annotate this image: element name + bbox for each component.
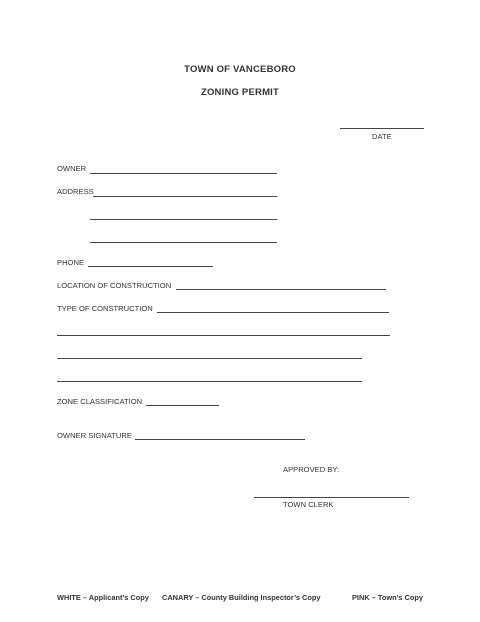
- canary-copy-note: CANARY – County Building Inspector’s Copy: [162, 593, 321, 602]
- white-copy-note: WHITE – Applicant’s Copy: [57, 593, 149, 602]
- phone-line[interactable]: [88, 266, 213, 267]
- signature-line[interactable]: [135, 439, 305, 440]
- address-line-2[interactable]: [90, 219, 277, 220]
- date-line[interactable]: [340, 128, 424, 129]
- owner-label: OWNER: [57, 164, 87, 173]
- type-line-2[interactable]: [57, 335, 390, 336]
- type-label: TYPE OF CONSTRUCTION: [57, 304, 153, 313]
- town-clerk-label: TOWN CLERK: [283, 500, 334, 509]
- town-heading: TOWN OF VANCEBORO: [184, 64, 296, 75]
- type-line-4[interactable]: [57, 381, 362, 382]
- location-label: LOCATION OF CONSTRUCTION: [57, 281, 172, 290]
- address-line-1[interactable]: [93, 196, 277, 197]
- date-label: DATE: [372, 132, 392, 141]
- type-line-3[interactable]: [57, 358, 362, 359]
- owner-line[interactable]: [90, 173, 277, 174]
- pink-copy-note: PINK – Town’s Copy: [352, 593, 424, 602]
- type-line-1[interactable]: [157, 312, 389, 313]
- zone-line[interactable]: [146, 405, 219, 406]
- form-title: ZONING PERMIT: [200, 87, 280, 98]
- zone-label: ZONE CLASSIFICATION: [57, 397, 143, 406]
- location-line[interactable]: [176, 289, 386, 290]
- approved-by-label: APPROVED BY:: [283, 465, 340, 474]
- phone-label: PHONE: [57, 258, 85, 267]
- signature-label: OWNER SIGNATURE: [57, 431, 132, 440]
- address-line-3[interactable]: [90, 242, 277, 243]
- clerk-signature-line[interactable]: [254, 497, 409, 498]
- address-label: ADDRESS: [57, 187, 94, 196]
